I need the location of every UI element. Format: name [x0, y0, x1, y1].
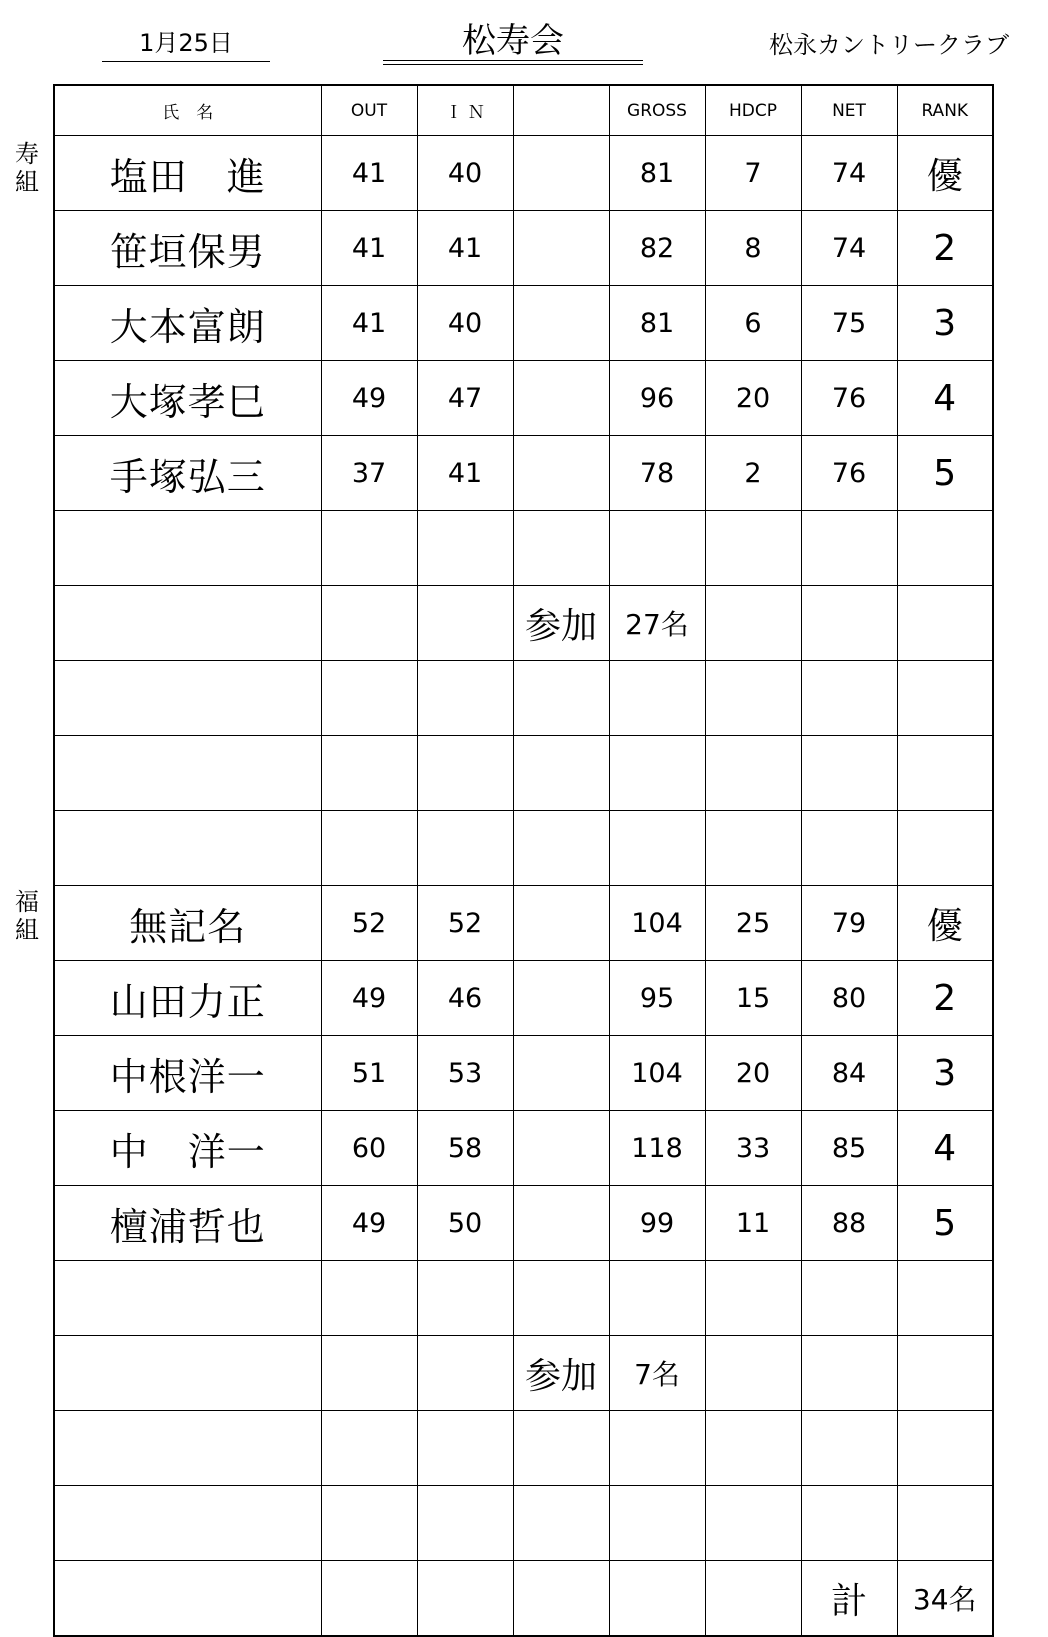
gross-score: 81	[609, 286, 705, 361]
in-score: 50	[417, 1186, 513, 1261]
blank-cell	[609, 811, 705, 886]
gross-score: 99	[609, 1186, 705, 1261]
empty-row	[54, 511, 993, 586]
player-name: 中 洋一	[54, 1111, 321, 1186]
hdcp-value: 6	[705, 286, 801, 361]
group-label-fuku	[14, 888, 40, 944]
gross-score: 104	[609, 886, 705, 961]
blank-cell	[705, 661, 801, 736]
empty-row	[54, 811, 993, 886]
player-name: 塩田 進	[54, 136, 321, 211]
hdcp-value: 15	[705, 961, 801, 1036]
blank-cell	[513, 436, 609, 511]
blank-cell	[513, 1186, 609, 1261]
blank-cell	[513, 1561, 609, 1637]
out-score: 51	[321, 1036, 417, 1111]
blank-cell	[513, 1411, 609, 1486]
empty-row	[54, 1486, 993, 1561]
table-row	[54, 361, 993, 436]
hdcp-value: 7	[705, 136, 801, 211]
participants-count: 27名	[609, 586, 705, 661]
blank-cell	[801, 1411, 897, 1486]
table-row	[54, 136, 993, 211]
total-row	[54, 1561, 993, 1637]
gross-score: 95	[609, 961, 705, 1036]
player-name: 中根洋一	[54, 1036, 321, 1111]
blank-cell	[417, 811, 513, 886]
blank-cell	[321, 586, 417, 661]
group-label-kotobuki	[14, 140, 40, 196]
header-row	[54, 85, 993, 136]
in-score: 40	[417, 136, 513, 211]
blank-cell	[513, 811, 609, 886]
blank-cell	[897, 1411, 993, 1486]
player-name: 大塚孝巳	[54, 361, 321, 436]
participants-count: 7名	[609, 1336, 705, 1411]
blank-cell	[321, 1486, 417, 1561]
total-label: 計	[801, 1561, 897, 1637]
table-row	[54, 1036, 993, 1111]
col-header-hdcp: HDCP	[705, 85, 801, 136]
in-score: 41	[417, 436, 513, 511]
blank-cell	[705, 811, 801, 886]
table-row	[54, 961, 993, 1036]
rank-value: 4	[897, 361, 993, 436]
net-score: 75	[801, 286, 897, 361]
blank-cell	[417, 586, 513, 661]
blank-cell	[321, 1261, 417, 1336]
net-score: 76	[801, 361, 897, 436]
col-header-in: Ｉ Ｎ	[417, 85, 513, 136]
title-underline-2	[383, 64, 643, 65]
blank-cell	[513, 961, 609, 1036]
blank-cell	[801, 1486, 897, 1561]
in-score: 52	[417, 886, 513, 961]
gross-score: 78	[609, 436, 705, 511]
date-underline	[102, 61, 270, 62]
blank-cell	[897, 1336, 993, 1411]
hdcp-value: 20	[705, 1036, 801, 1111]
blank-cell	[609, 1486, 705, 1561]
in-score: 47	[417, 361, 513, 436]
net-score: 84	[801, 1036, 897, 1111]
col-header-out: OUT	[321, 85, 417, 136]
out-score: 60	[321, 1111, 417, 1186]
out-score: 49	[321, 1186, 417, 1261]
participants-label: 参加	[513, 586, 609, 661]
col-header-gross: GROSS	[609, 85, 705, 136]
blank-cell	[513, 1261, 609, 1336]
blank-cell	[321, 1411, 417, 1486]
net-score: 74	[801, 136, 897, 211]
rank-value: 5	[897, 1186, 993, 1261]
blank-cell	[321, 1561, 417, 1637]
blank-cell	[801, 1261, 897, 1336]
rank-value: 5	[897, 436, 993, 511]
gross-score: 82	[609, 211, 705, 286]
blank-cell	[705, 511, 801, 586]
rank-value: 3	[897, 1036, 993, 1111]
gross-score: 104	[609, 1036, 705, 1111]
out-score: 49	[321, 361, 417, 436]
rank-value: 4	[897, 1111, 993, 1186]
blank-cell	[321, 511, 417, 586]
table-row	[54, 1111, 993, 1186]
blank-cell	[801, 661, 897, 736]
club-name: 松永カントリークラブ	[769, 31, 1009, 59]
blank-cell	[705, 1486, 801, 1561]
blank-cell	[801, 736, 897, 811]
title-underline	[383, 60, 643, 61]
gross-score: 118	[609, 1111, 705, 1186]
rank-value: 優	[897, 136, 993, 211]
in-score: 46	[417, 961, 513, 1036]
player-name: 檀浦哲也	[54, 1186, 321, 1261]
total-count: 34名	[897, 1561, 993, 1637]
empty-row	[54, 1411, 993, 1486]
blank-cell	[609, 736, 705, 811]
blank-cell	[321, 736, 417, 811]
out-score: 41	[321, 286, 417, 361]
blank-cell	[897, 511, 993, 586]
blank-cell	[513, 736, 609, 811]
blank-cell	[801, 1336, 897, 1411]
blank-cell	[417, 1411, 513, 1486]
blank-cell	[417, 1336, 513, 1411]
blank-cell	[321, 811, 417, 886]
rank-value: 優	[897, 886, 993, 961]
blank-cell	[897, 1486, 993, 1561]
group-label-fuku-text: 福 組	[15, 888, 39, 944]
in-score: 58	[417, 1111, 513, 1186]
hdcp-value: 2	[705, 436, 801, 511]
blank-cell	[705, 586, 801, 661]
out-score: 49	[321, 961, 417, 1036]
empty-row	[54, 736, 993, 811]
blank-cell	[54, 1336, 321, 1411]
table-row	[54, 436, 993, 511]
blank-cell	[513, 1111, 609, 1186]
in-score: 53	[417, 1036, 513, 1111]
blank-cell	[897, 1261, 993, 1336]
rank-value: 3	[897, 286, 993, 361]
blank-cell	[417, 736, 513, 811]
table-row	[54, 886, 993, 961]
out-score: 41	[321, 136, 417, 211]
blank-cell	[801, 586, 897, 661]
hdcp-value: 33	[705, 1111, 801, 1186]
blank-cell	[609, 1411, 705, 1486]
blank-cell	[54, 736, 321, 811]
player-name: 手塚弘三	[54, 436, 321, 511]
blank-cell	[897, 661, 993, 736]
blank-cell	[417, 1261, 513, 1336]
blank-cell	[54, 1261, 321, 1336]
page-title: 松寿会	[462, 21, 564, 61]
net-score: 74	[801, 211, 897, 286]
blank-cell	[417, 511, 513, 586]
blank-cell	[54, 586, 321, 661]
blank-cell	[321, 1336, 417, 1411]
blank-cell	[609, 661, 705, 736]
hdcp-value: 20	[705, 361, 801, 436]
net-score: 80	[801, 961, 897, 1036]
col-header-name: 氏 名	[54, 85, 321, 136]
col-header-net: NET	[801, 85, 897, 136]
empty-row	[54, 661, 993, 736]
blank-cell	[513, 511, 609, 586]
blank-cell	[417, 661, 513, 736]
net-score: 88	[801, 1186, 897, 1261]
out-score: 37	[321, 436, 417, 511]
blank-cell	[417, 1561, 513, 1637]
net-score: 79	[801, 886, 897, 961]
blank-cell	[513, 361, 609, 436]
blank-cell	[609, 511, 705, 586]
blank-cell	[54, 1561, 321, 1637]
blank-cell	[705, 1561, 801, 1637]
blank-cell	[705, 736, 801, 811]
participants-row	[54, 586, 993, 661]
hdcp-value: 11	[705, 1186, 801, 1261]
blank-cell	[54, 511, 321, 586]
player-name: 笹垣保男	[54, 211, 321, 286]
blank-cell	[801, 811, 897, 886]
blank-cell	[897, 586, 993, 661]
blank-cell	[54, 661, 321, 736]
score-table	[53, 84, 994, 1637]
gross-score: 96	[609, 361, 705, 436]
participants-label: 参加	[513, 1336, 609, 1411]
out-score: 41	[321, 211, 417, 286]
col-header-rank: RANK	[897, 85, 993, 136]
in-score: 41	[417, 211, 513, 286]
player-name: 無記名	[54, 886, 321, 961]
col-header-blank	[513, 85, 609, 136]
blank-cell	[321, 661, 417, 736]
blank-cell	[609, 1261, 705, 1336]
blank-cell	[513, 136, 609, 211]
net-score: 85	[801, 1111, 897, 1186]
group-label-kotobuki-text: 寿 組	[15, 140, 39, 196]
rank-value: 2	[897, 211, 993, 286]
empty-row	[54, 1261, 993, 1336]
gross-score: 81	[609, 136, 705, 211]
hdcp-value: 25	[705, 886, 801, 961]
event-date: 1月25日	[139, 29, 233, 57]
blank-cell	[705, 1261, 801, 1336]
blank-cell	[801, 511, 897, 586]
blank-cell	[513, 1486, 609, 1561]
hdcp-value: 8	[705, 211, 801, 286]
blank-cell	[705, 1336, 801, 1411]
blank-cell	[609, 1561, 705, 1637]
table-row	[54, 1186, 993, 1261]
table-row	[54, 211, 993, 286]
out-score: 52	[321, 886, 417, 961]
player-name: 山田力正	[54, 961, 321, 1036]
blank-cell	[897, 811, 993, 886]
blank-cell	[417, 1486, 513, 1561]
player-name: 大本富朗	[54, 286, 321, 361]
blank-cell	[705, 1411, 801, 1486]
rank-value: 2	[897, 961, 993, 1036]
blank-cell	[54, 1411, 321, 1486]
net-score: 76	[801, 436, 897, 511]
blank-cell	[897, 736, 993, 811]
blank-cell	[513, 1036, 609, 1111]
blank-cell	[513, 661, 609, 736]
blank-cell	[513, 211, 609, 286]
in-score: 40	[417, 286, 513, 361]
blank-cell	[54, 811, 321, 886]
blank-cell	[513, 286, 609, 361]
table-row	[54, 286, 993, 361]
blank-cell	[54, 1486, 321, 1561]
participants-row	[54, 1336, 993, 1411]
blank-cell	[513, 886, 609, 961]
